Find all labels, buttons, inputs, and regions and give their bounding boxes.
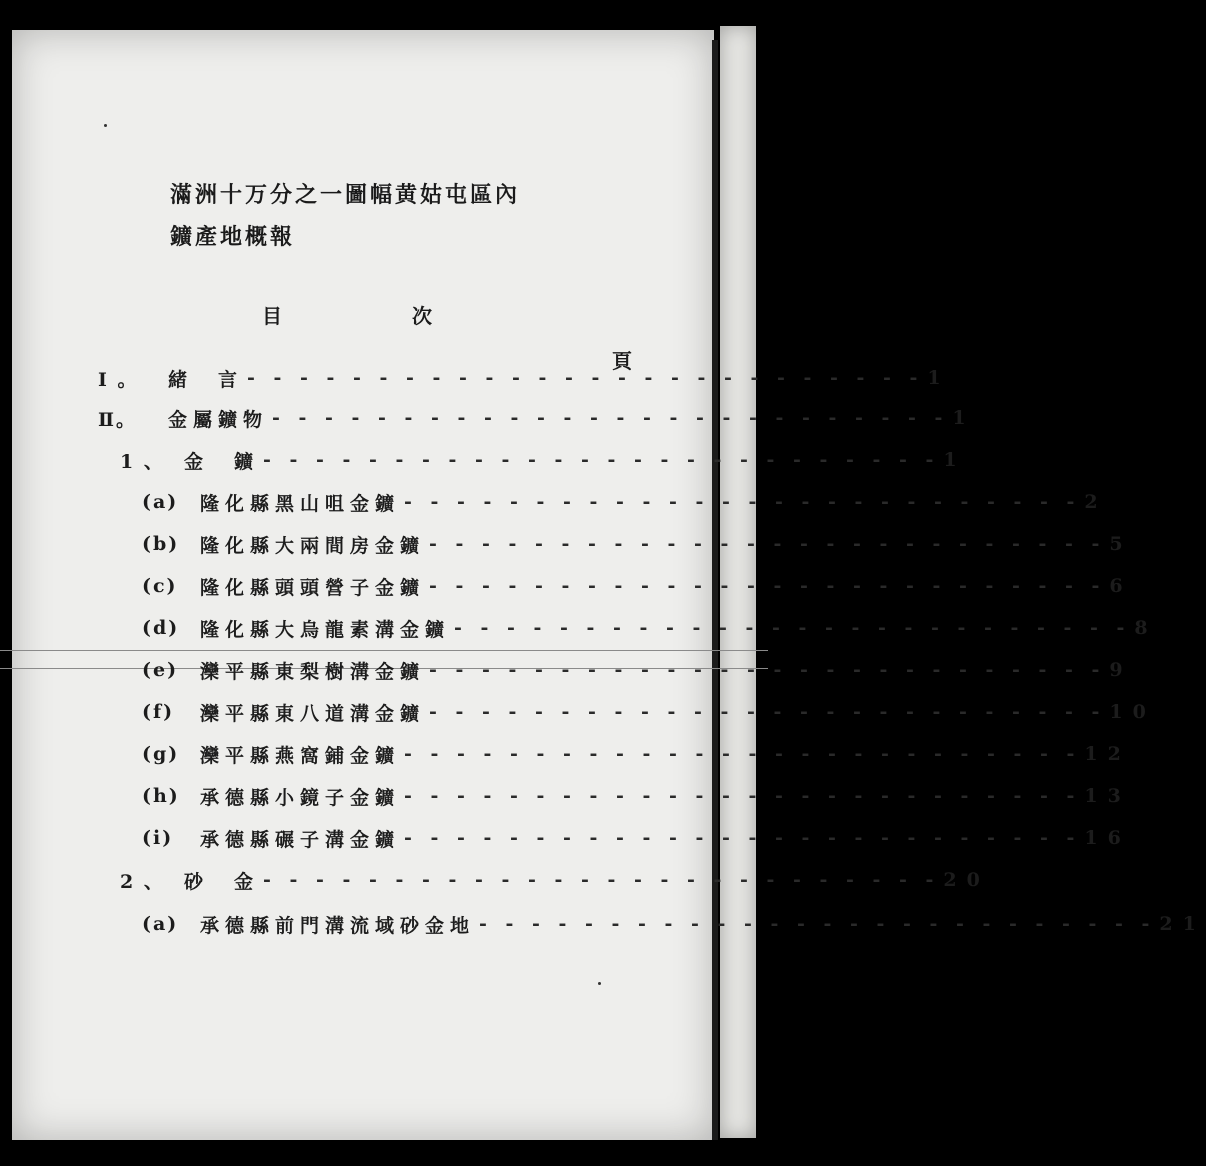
- toc-entry-title: 灤平縣東梨樹溝金鑛: [200, 660, 426, 683]
- toc-heading-right: 次: [412, 304, 432, 328]
- toc-entry: [98, 404, 976, 432]
- toc-entry-title: 灤平縣燕窩鋪金鑛: [200, 744, 401, 767]
- toc-entry: [142, 782, 1131, 810]
- toc-entry-title: 灤平縣東八道溝金鑛: [200, 702, 426, 725]
- toc-entry-page-number: 21: [1159, 913, 1206, 935]
- toc-leader-dashes: - - - - - - - - - - - - - - - - - - - - - - - - - -: [404, 491, 1081, 513]
- toc-entry-number: (a): [142, 913, 179, 935]
- toc-entry-number: 2 、: [120, 870, 165, 893]
- paper-speck: [598, 982, 601, 985]
- toc-leader-dashes: - - - - - - - - - - - - - - - - - - - - - - - - - -: [263, 869, 940, 891]
- toc-leader-dashes: - - - - - - - - - - - - - - - - - - - - - - - - - -: [454, 617, 1131, 639]
- toc-entry-page-number: 2: [1084, 491, 1108, 513]
- toc-leader-dashes: - - - - - - - - - - - - - - - - - - - - - - - - - -: [429, 533, 1106, 555]
- toc-entry-title: 金 鑛: [184, 450, 260, 473]
- toc-entry-number: (d): [142, 617, 180, 639]
- toc-entry-page-number: 16: [1084, 827, 1131, 849]
- toc-leader-dashes: - - - - - - - - - - - - - - - - - - - - - - - - - -: [272, 407, 949, 429]
- toc-entry-number: (i): [142, 827, 174, 849]
- toc-entry-number: (h): [142, 785, 180, 807]
- toc-entry-title: 砂 金: [184, 870, 260, 893]
- toc-entry-title: 承德縣碾子溝金鑛: [200, 828, 401, 851]
- toc-entry-title: 隆化縣黑山咀金鑛: [200, 492, 401, 515]
- toc-leader-dashes: - - - - - - - - - - - - - - - - - - - - - - - - - -: [429, 701, 1106, 723]
- toc-entry-number: (a): [142, 491, 179, 513]
- toc-entry: [142, 656, 1133, 684]
- toc-entry: [142, 910, 1206, 938]
- toc-entry: [142, 530, 1133, 558]
- toc-entry-number: I 。: [98, 368, 139, 391]
- toc-leader-dashes: - - - - - - - - - - - - - - - - - - - - - - - - - -: [429, 575, 1106, 597]
- toc-entry-page-number: 10: [1109, 701, 1156, 723]
- toc-entry-number: (g): [142, 743, 180, 765]
- toc-leader-dashes: - - - - - - - - - - - - - - - - - - - - - - - - - -: [479, 913, 1156, 935]
- toc-entry: [120, 866, 990, 894]
- toc-entry-title: 承德縣前門溝流域砂金地: [200, 914, 476, 937]
- toc-entry: [98, 364, 951, 392]
- toc-leader-dashes: - - - - - - - - - - - - - - - - - - - - - - - - - -: [404, 785, 1081, 807]
- page-column-label: 頁: [612, 349, 632, 373]
- toc-entry: [142, 572, 1133, 600]
- toc-entry-title: 隆化縣大兩間房金鑛: [200, 534, 426, 557]
- toc-entry: [142, 824, 1131, 852]
- toc-entry-page-number: 1: [952, 407, 976, 429]
- toc-entry-title: 緒 言: [168, 368, 244, 391]
- toc-entry-page-number: 9: [1109, 659, 1133, 681]
- toc-entry-number: 1 、: [120, 450, 165, 473]
- toc-entry-number: (b): [142, 533, 180, 555]
- document-title-line-2: 鑛產地概報: [170, 224, 296, 250]
- toc-entry: [142, 698, 1156, 726]
- fold-line: [0, 650, 768, 651]
- paper-speck: [104, 124, 107, 127]
- toc-entry: [142, 614, 1158, 642]
- toc-entry-title: 隆化縣頭頭營子金鑛: [200, 576, 426, 599]
- toc-entry-title: 隆化縣大烏龍素溝金鑛: [200, 618, 451, 641]
- toc-entry-page-number: 5: [1109, 533, 1133, 555]
- document-title-line-1: 滿洲十万分之一圖幅黄姑屯區內: [170, 182, 521, 208]
- toc-leader-dashes: - - - - - - - - - - - - - - - - - - - - - - - - - -: [404, 743, 1081, 765]
- toc-entry-page-number: 1: [943, 449, 967, 471]
- toc-entry: [142, 488, 1108, 516]
- toc-leader-dashes: - - - - - - - - - - - - - - - - - - - - - - - - - -: [404, 827, 1081, 849]
- toc-entry-page-number: 13: [1084, 785, 1131, 807]
- toc-leader-dashes: - - - - - - - - - - - - - - - - - - - - - - - - - -: [429, 659, 1106, 681]
- toc-leader-dashes: - - - - - - - - - - - - - - - - - - - - - - - - - -: [263, 449, 940, 471]
- toc-entry-page-number: 1: [927, 367, 951, 389]
- toc-entry-number: Ⅱ。: [98, 408, 138, 431]
- toc-entry-title: 承德縣小鏡子金鑛: [200, 786, 401, 809]
- toc-entry: [142, 740, 1131, 768]
- toc-entry-number: (e): [142, 659, 179, 681]
- toc-entry-page-number: 20: [943, 869, 990, 891]
- toc-leader-dashes: - - - - - - - - - - - - - - - - - - - - - - - - - -: [247, 367, 924, 389]
- toc-entry-number: (c): [142, 575, 178, 597]
- toc-entry: [120, 446, 967, 474]
- toc-heading-left: 目: [262, 304, 282, 328]
- toc-entry-number: (f): [142, 701, 175, 723]
- toc-entry-page-number: 12: [1084, 743, 1131, 765]
- toc-entry-title: 金屬鑛物: [168, 408, 269, 431]
- toc-entry-page-number: 8: [1134, 617, 1158, 639]
- toc-entry-page-number: 6: [1109, 575, 1133, 597]
